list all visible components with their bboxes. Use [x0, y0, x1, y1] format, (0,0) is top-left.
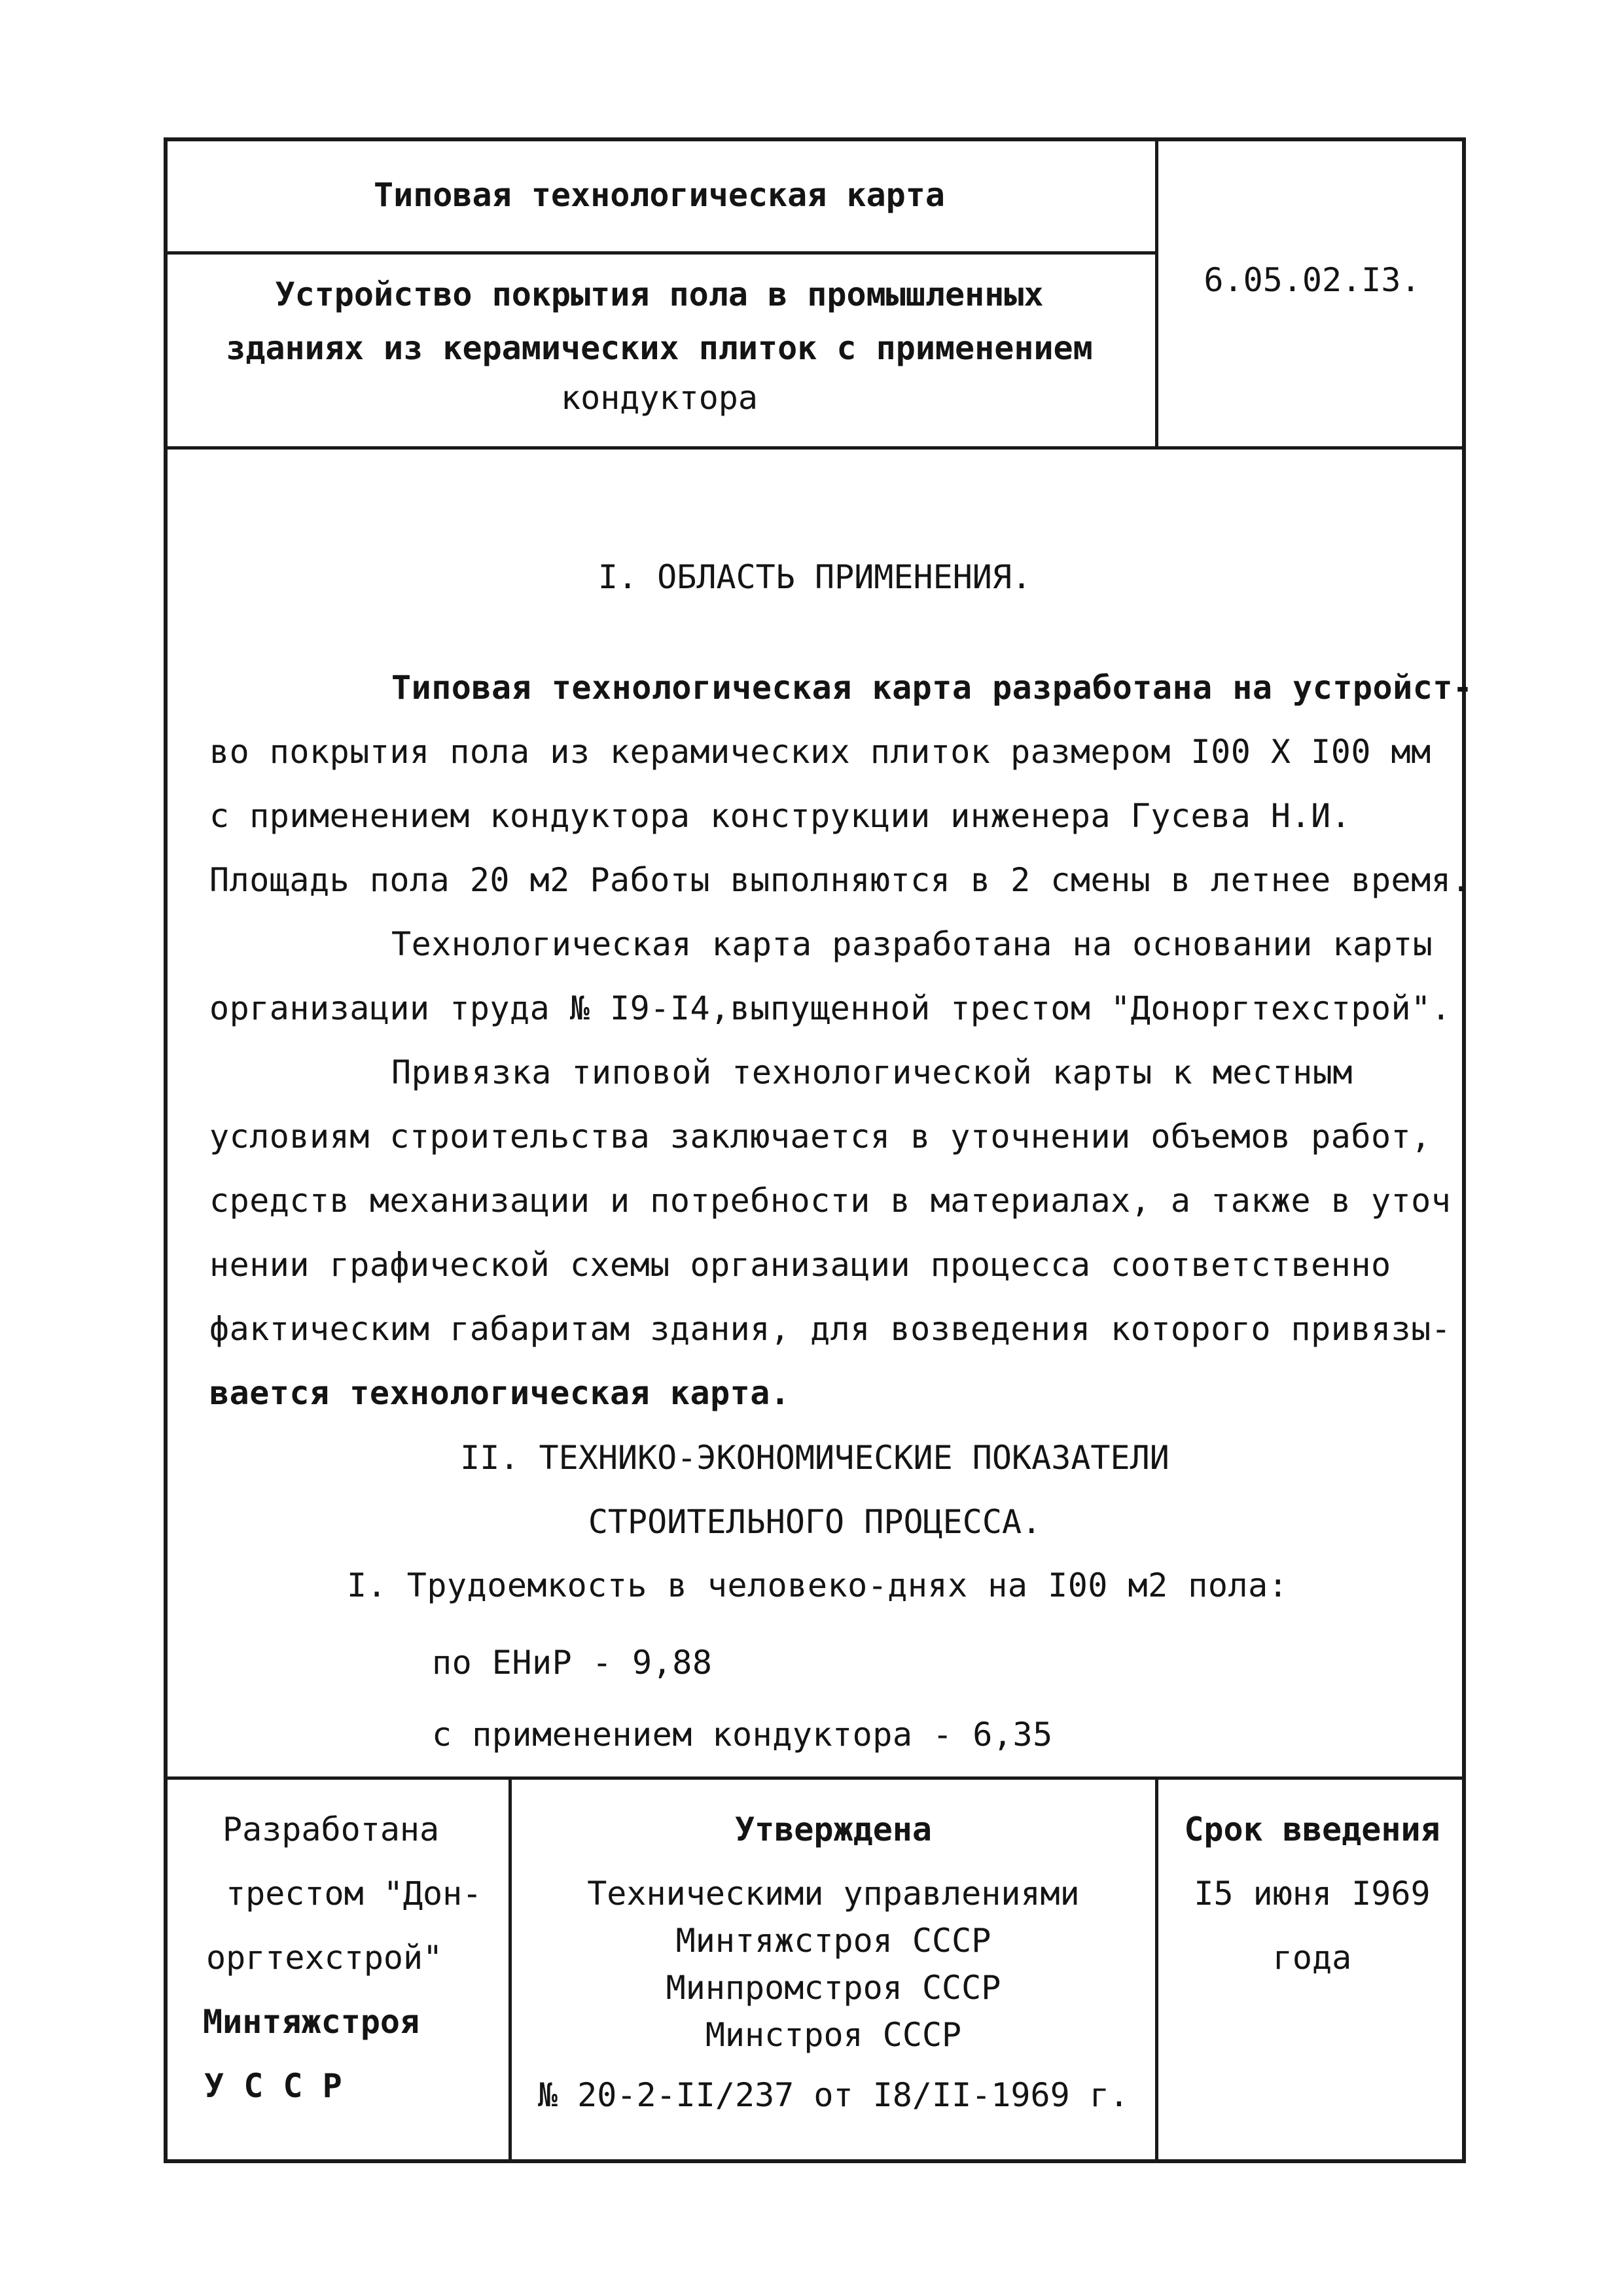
s2-item-1b: с применением кондуктора - 6,35	[432, 1716, 1053, 1754]
header-bottom-line	[164, 446, 1466, 450]
section2-title-line-1: II. ТЕХНИКО-ЭКОНОМИЧЕСКИЕ ПОКАЗАТЕЛИ	[460, 1439, 1169, 1477]
developed-line-2: трестом "Дон-	[226, 1875, 482, 1913]
subject-line-2: зданиях из керамических плиток с применением	[226, 329, 1093, 367]
subject-line-3: кондуктора	[560, 379, 758, 417]
approved-title: Утверждена	[734, 1810, 933, 1848]
subject-line-1: Устройство покрытия пола в промышленных	[275, 275, 1044, 313]
s1-line-6: организации труда № I9-I4,выпущенной трестом "Доноргтехстрой".	[209, 989, 1452, 1027]
developed-line-3: оргтехстрой"	[206, 1939, 443, 1977]
type-title: Типовая технологическая карта	[374, 176, 945, 214]
approved-line-4: Минстроя СССР	[705, 2016, 962, 2054]
approval-number: № 20-2-II/237 от I8/II-1969 г.	[537, 2076, 1130, 2114]
approved-line-3: Минпромстроя СССР	[666, 1969, 1001, 2007]
footer-top-line	[164, 1776, 1466, 1780]
developed-line-4: Минтяжстроя	[203, 2003, 420, 2041]
s1-line-4: Площадь пола 20 м2 Работы выполняются в 2 смены в летнее время.	[209, 861, 1471, 899]
s1-line-10: нении графической схемы организации процесса соответственно	[209, 1246, 1391, 1284]
section1-title: I. ОБЛАСТЬ ПРИМЕНЕНИЯ.	[597, 558, 1032, 596]
s1-line-9: средств механизации и потребности в материалах, а также в уточ	[209, 1182, 1452, 1220]
header-divider	[164, 251, 1158, 255]
doc-number: 6.05.02.I3.	[1204, 261, 1421, 299]
term-date: I5 июня I969	[1194, 1875, 1431, 1913]
approved-line-2: Минтяжстроя СССР	[675, 1922, 991, 1960]
term-year-word: года	[1272, 1939, 1352, 1977]
s1-line-3: с применением кондуктора конструкции инженера Гусева Н.И.	[209, 797, 1351, 835]
section2-title-line-2: СТРОИТЕЛЬНОГО ПРОЦЕССА.	[588, 1503, 1042, 1541]
term-title: Срок введения	[1184, 1810, 1440, 1848]
developed-line-5: У С С Р	[204, 2067, 342, 2105]
s1-line-11: фактическим габаритам здания, для возведения которого привязы-	[209, 1310, 1452, 1348]
s1-line-8: условиям строительства заключается в уточнении объемов работ,	[209, 1118, 1431, 1156]
s2-item-1: I. Трудоемкость в человеко-днях на I00 м2 пола:	[347, 1566, 1289, 1604]
s1-line-5: Технологическая карта разработана на основании карты	[391, 925, 1433, 963]
s2-item-1a: по ЕНиР - 9,88	[432, 1644, 713, 1682]
developed-line-1: Разработана	[223, 1810, 440, 1848]
s1-line-1: Типовая технологическая карта разработана на устройст-	[391, 669, 1473, 707]
approved-line-1: Техническими управлениями	[587, 1875, 1080, 1913]
s1-line-2: во покрытия пола из керамических плиток размером I00 X I00 мм	[209, 733, 1431, 771]
s1-line-12: вается технологическая карта.	[209, 1374, 791, 1412]
s1-line-7: Привязка типовой технологической карты к местным	[391, 1053, 1353, 1091]
